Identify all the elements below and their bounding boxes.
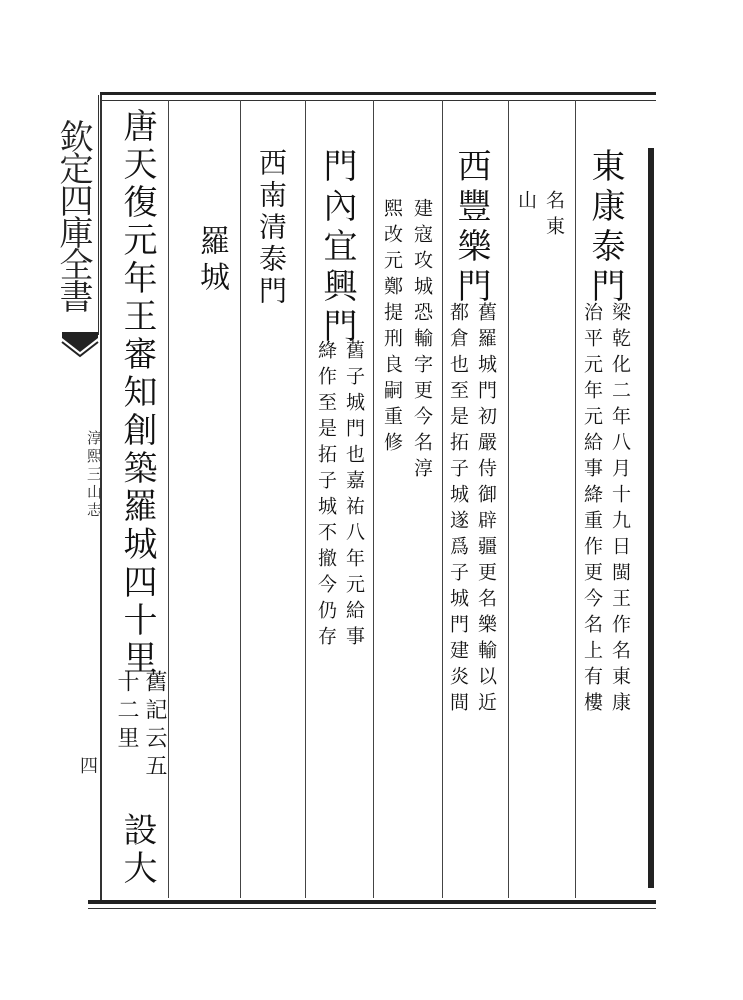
entry-heading-qingtai-gate: 西南清泰門 [255, 148, 288, 308]
column-rule [305, 100, 306, 898]
frame-bottom-border [88, 900, 656, 904]
column-rule [442, 100, 443, 898]
annotation-line: 十二里 [114, 670, 139, 754]
annotation-line: 熙改元鄭提刑良嗣重修 [381, 198, 403, 458]
fish-tail-ornament-icon [62, 330, 98, 370]
annotation-line: 絳作至是拓子城不撤今仍存 [315, 340, 337, 652]
frame-top-inner-border [100, 100, 656, 101]
page-number: 四 [80, 756, 98, 777]
annotation-line: 山 [515, 190, 537, 216]
column-rule [168, 100, 169, 898]
entry-heading-xifengle-gate: 西豐樂門 [451, 148, 491, 308]
column-rule [373, 100, 374, 898]
margin-series-title: 欽定四庫全書 [62, 95, 99, 335]
frame-top-border [100, 92, 656, 95]
column-rule [575, 100, 576, 898]
main-text-line: 設大 [117, 812, 157, 888]
entry-heading-dongkang-gate: 東康泰門 [585, 148, 625, 308]
annotation-line: 治平元年元給事絳重作更今名上有樓 [581, 302, 603, 718]
section-heading-luocheng: 羅城 [194, 225, 229, 297]
margin-book-title: 淳熙三山志 [85, 430, 103, 520]
column-rule [508, 100, 509, 898]
annotation-line: 都倉也至是拓子城遂爲子城門建炎間 [447, 302, 469, 718]
annotation-line: 舊羅城門初嚴侍御辟疆更名樂輸以近 [475, 302, 497, 718]
main-text-line: 唐天復元年王審知創築羅城四十里 [117, 108, 157, 678]
annotation-line: 名東 [543, 190, 565, 242]
column-rule [240, 100, 241, 898]
annotation-line: 建寇攻城恐輸字更今名淳 [411, 198, 433, 484]
annotation-line: 舊子城門也嘉祐八年元給事 [343, 340, 365, 652]
frame-bottom-inner-border [88, 908, 656, 909]
entry-heading-yixing-gate: 門內宜興門 [317, 148, 357, 348]
annotation-line: 梁乾化二年八月十九日閩王作名東康 [609, 302, 631, 718]
frame-right-border [648, 148, 654, 888]
annotation-line: 舊記云五 [142, 670, 167, 782]
